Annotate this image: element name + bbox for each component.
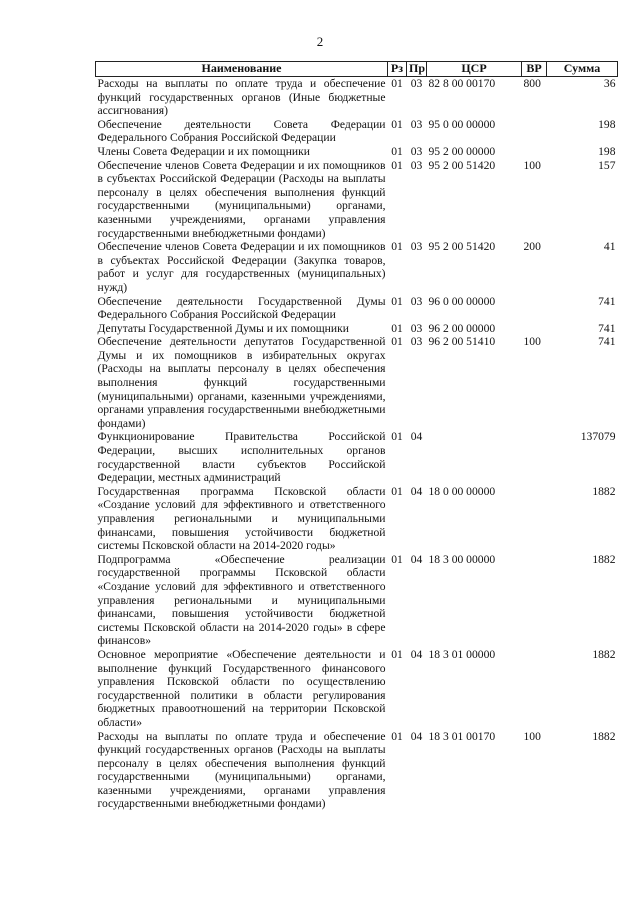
row-pr: 03	[410, 240, 423, 254]
row-vr	[522, 118, 547, 145]
row-sum: 1882	[592, 729, 616, 743]
row-rz: 01	[391, 158, 403, 172]
row-csr: 96 2 00 00000	[428, 321, 496, 335]
table-row	[96, 322, 618, 336]
row-rz: 01	[391, 430, 403, 444]
row-sum: 198	[598, 117, 616, 131]
table-header-row	[96, 62, 618, 77]
row-vr	[522, 322, 547, 336]
row-csr: 95 2 00 51420	[428, 240, 496, 254]
row-pr: 03	[410, 144, 423, 158]
row-vr	[522, 430, 547, 484]
row-sum: 741	[598, 294, 616, 308]
row-csr: 18 3 01 00000	[428, 647, 496, 661]
row-sum: 198	[598, 144, 616, 158]
row-sum: 741	[598, 335, 616, 349]
row-rz: 01	[391, 484, 403, 498]
table-row	[96, 240, 618, 294]
row-rz: 01	[391, 552, 403, 566]
row-vr	[522, 145, 547, 159]
table-row	[96, 648, 618, 730]
row-pr: 04	[410, 430, 423, 444]
table-row	[96, 335, 618, 430]
row-vr	[522, 648, 547, 730]
row-name: Обеспечение членов Совета Федерации и их помощников в субъектах Российской Федерации (Расходы на выплаты персоналу в целях обеспечения выполнения функций государственными (муниципальными) органами, казенными учреждениями, органами управления государственными внебюджетными фондами)	[97, 158, 386, 240]
row-csr: 95 2 00 00000	[428, 144, 496, 158]
row-name: Функционирование Правительства Российской Федерации, высших исполнительных органов государственной власти субъектов Российской Федерации, местных администраций	[97, 430, 386, 485]
header-csr: ЦСР	[427, 62, 522, 77]
row-name: Обеспечение деятельности Совета Федерации Федерального Собрания Российской Федерации	[97, 117, 386, 145]
table-row	[96, 145, 618, 159]
row-vr: 100	[523, 158, 541, 172]
row-rz: 01	[391, 729, 403, 743]
row-rz: 01	[391, 647, 403, 661]
row-rz: 01	[391, 294, 403, 308]
row-sum: 1882	[592, 647, 616, 661]
row-sum: 1882	[592, 484, 616, 498]
row-name: Депутаты Государственной Думы и их помощники	[97, 321, 349, 335]
row-rz: 01	[391, 335, 403, 349]
row-name: Обеспечение членов Совета Федерации и их помощников в субъектах Российской Федерации (Закупка товаров, работ и услуг для государственных (муниципальных) нужд)	[97, 240, 386, 294]
row-sum: 1882	[592, 552, 616, 566]
row-pr: 03	[410, 158, 423, 172]
row-sum: 157	[598, 158, 616, 172]
row-csr: 82 8 00 00170	[428, 77, 496, 90]
row-sum: 137079	[580, 430, 616, 444]
row-name: Обеспечение деятельности Государственной Думы Федерального Собрания Российской Федерации	[97, 294, 386, 322]
row-name: Подпрограмма «Обеспечение реализации государственной программы Псковской области «Создание условий для эффективного и ответственного управления региональными и муниципальными финансами, повышения устойчивости бюджетной системы Псковской области на 2014-2020 годы» в сфере финансов»	[97, 552, 386, 648]
row-pr: 04	[410, 729, 423, 743]
row-vr: 800	[523, 77, 541, 90]
table-row	[96, 295, 618, 322]
row-pr: 04	[410, 647, 423, 661]
header-name: Наименование	[96, 62, 388, 77]
row-vr	[522, 295, 547, 322]
row-pr: 03	[410, 335, 423, 349]
row-pr: 04	[410, 552, 423, 566]
row-name: Государственная программа Псковской области «Создание условий для эффективного и ответственного управления региональными и муниципальными финансами, повышения устойчивости бюджетной системы Псковской области на 2014-2020 годы»	[97, 484, 386, 553]
row-vr: 100	[523, 729, 541, 743]
row-csr: 18 0 00 00000	[428, 484, 496, 498]
row-vr	[522, 485, 547, 553]
row-name: Члены Совета Федерации и их помощники	[97, 144, 310, 158]
table-row	[96, 553, 618, 648]
row-vr: 100	[523, 335, 541, 349]
row-pr: 04	[410, 484, 423, 498]
row-pr: 03	[410, 294, 423, 308]
table-row	[96, 485, 618, 553]
row-sum: 741	[598, 321, 616, 335]
row-name: Расходы на выплаты по оплате труда и обеспечение функций государственных органов (Иные бюджетные ассигнования)	[97, 77, 386, 118]
table-row	[96, 430, 618, 484]
row-rz: 01	[391, 144, 403, 158]
row-sum: 41	[603, 240, 616, 254]
table-body	[96, 77, 618, 812]
header-sum: Сумма	[547, 62, 618, 77]
row-csr: 18 3 00 00000	[428, 552, 496, 566]
row-rz: 01	[391, 240, 403, 254]
table-row	[96, 77, 618, 118]
row-vr	[522, 553, 547, 648]
row-csr: 95 0 00 00000	[428, 117, 496, 131]
budget-table	[95, 61, 618, 811]
table-row	[96, 159, 618, 241]
row-csr: 96 2 00 51410	[428, 335, 496, 349]
page-number: 2	[316, 34, 324, 49]
header-vr: ВР	[522, 62, 547, 77]
header-pr: Пр	[407, 62, 427, 77]
row-pr: 03	[410, 117, 423, 131]
row-name: Обеспечение деятельности депутатов Государственной Думы и их помощников в избирательных округах (Расходы на выплаты персоналу в целях обеспечения выполнения функций государственными (муниципальными) органами, казенными учреждениями, органами управления государственными внебюджетными фондами)	[97, 335, 386, 430]
row-name: Расходы на выплаты по оплате труда и обеспечение функций государственных органов (Расходы на выплаты персоналу в целях обеспечения выполнения функций государственными (муниципальными) органами, казенными учреждениями, органами управления государственными внебюджетными фондами)	[97, 729, 386, 811]
row-rz: 01	[391, 321, 403, 335]
row-sum: 36	[603, 77, 616, 90]
row-csr: 18 3 01 00170	[428, 729, 496, 743]
row-csr: 95 2 00 51420	[428, 158, 496, 172]
row-rz: 01	[391, 77, 403, 90]
table-row	[96, 118, 618, 145]
row-vr: 200	[523, 240, 541, 254]
table-row	[96, 730, 618, 812]
header-rz: Рз	[388, 62, 407, 77]
row-rz: 01	[391, 117, 403, 131]
row-csr	[427, 430, 522, 484]
row-name: Основное мероприятие «Обеспечение деятельности и выполнение функций Государственного финансового управления Псковской области по осуществлению государственной политики в области регулирования бюджетных правоотношений на территории Псковской области»	[97, 647, 386, 729]
row-pr: 03	[410, 321, 423, 335]
row-pr: 03	[410, 77, 423, 90]
row-csr: 96 0 00 00000	[428, 294, 496, 308]
